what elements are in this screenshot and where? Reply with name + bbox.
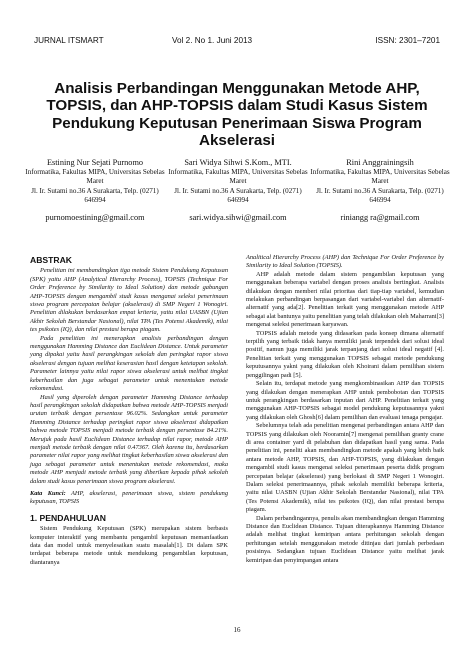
intro-body	[30, 525, 228, 567]
keywords-label: Kata Kunci:	[30, 489, 66, 497]
author-name: Rini Anggrainingsih	[346, 158, 414, 167]
abstract-heading: ABSTRAK	[30, 255, 73, 265]
author-email[interactable]: sari.widya.sihwi@gmail.com	[189, 213, 287, 223]
author-address: Jl. Ir. Sutami no.36 A Surakarta, Telp. (0271) 646994	[316, 186, 444, 204]
body-paragraph: TOPSIS adalah metode yang didasarkan pada konsep dimana alternatif terpilih yang terbaik tidak hanya memiliki jarak terpendek dari solusi ideal positif, namun juga memiliki jarak terpanjang dari solusi ideal negatif [4]. Penelitian terkait yang menggunakan TOPSIS sebagai metode pendukung keputusannya yakni yang dilakukan oleh Khoirani dalam pemilihan sistem penggilingan padi [5].	[246, 329, 444, 379]
abstract-paragraph: Pada penelitian ini menerapkan analisis perbandingan dengan menggunakan Hamming Distance dan Euclidean Distance. Untuk parameter yang dipakai yaitu hasil perangkingan sekolah dan peringkat rapor siswa akselerasi dengan tujuan melihat keserasian hasil dengan ketetapan sekolah. Parameter lainnya yaitu nilai rapor siswa akselerasi untuk melihat tingkat keberhasilan dan juga sebagai parameter untuk menentukan metode rekomendasi.	[30, 334, 228, 393]
right-column	[246, 254, 444, 565]
author-3	[310, 158, 450, 222]
author-affiliation: Informatika, Fakultas MIPA, Universitas Sebelas Maret	[25, 168, 165, 186]
left-column	[30, 254, 228, 567]
journal-header	[34, 36, 440, 50]
author-name: Sari Widya Sihwi S.Kom., MTI.	[184, 158, 292, 167]
author-affiliation: Informatika, Fakultas MIPA, Universitas Sebelas Maret	[310, 168, 450, 186]
body-paragraph: AHP adalah metode dalam sistem pengambilan keputusan yang menggunakan beberapa variabel dengan proses analisis bertingkat. Analisis dilakukan dengan memberi nilai prioritas dari tiap-tiap variabel, kemudian melakukan perbandingan berpasangan dari variabel-variabel dan alternatif-alternatif yang ada[2]. Penelitian terkait yang menggunakan metode AHP sebagai alat bantunya yaitu penelitian yang telah dilakukan oleh Maharrani[3] mengenai seleksi penerimaan karyawan.	[246, 270, 444, 329]
page-number: 16	[233, 626, 241, 634]
body-paragraph: Sebelumnya telah ada penelitian mengenai perbandingan antara AHP dan TOPSIS yang dilakukan oleh Nooramin[7] mengenai pemilihan granty crane di area container yard di pelabuhan dan didapatkan hasil yang sama. Pada penelitian ini, peneliti akan membandingkan metode apakah yang lebih baik antara metode AHP, TOPSIS, dan AHP-TOPSIS, yang dilakukan dengan mengambil studi kasus mengenai seleksi penerimaan peserta didik program percepatan belajar (akselerasi) yang berlokasi di SMP Negeri 1 Wonogiri. Dalam seleksi penerimaannya, pihak sekolah memiliki beberapa kriteria, yaitu nilai UASBN (Ujian Akhir Sekolah Berstandar Nasional), nilai TPA (Tes Potensi Akademik), nilai tes psikotes (IQ), dan nilai prestasi berupa piagam.	[246, 422, 444, 514]
author-1	[25, 158, 165, 222]
abstract-paragraph: Hasil yang diperoleh dengan parameter Hamming Distance terhadap hasil perangkingan sekolah didapatkan bahwa metode AHP-TOPSIS menjadi urutan terbaik dengan persentase 96.02%. Sedangkan untuk parameter Hamming Distance terhadap peringkat rapor siswa akselerasi didapatkan bahwa metode TOPSIS menjadi metode terbaik dengan persentase 84.21%. Merujuk pada hasil Euclidean Distance terhadap nilai rapor, metode AHP menjadi metode terbaik dengan nilai 0.47367. Oleh karena itu, berdasarkan parameter nilai rapor yang melihat tingkat keberhasilan siswa akselerasi dan juga sebagai parameter untuk menentukan metode rekomendasi, maka metode AHP menjadi metode terbaik yang diberikan kepada pihak sekolah dalam studi kasus penerimaan siswa program akselerasi.	[30, 393, 228, 485]
author-address: Jl. Ir. Sutami no.36 A Surakarta, Telp. (0271) 646994	[174, 186, 302, 204]
body-paragraph: Dalam perbandingannya, penulis akan membandingkan dengan Hamming Distance dan Euclidean Distance. Tujuan diterapkannya Hamming Distance adalah melihat tingkat kemiripan antara perhitungan sekolah dengan perhitungan setelah menggunakan metode ditinjau dari jumlah perbedaan posisinya. Sedangkan tujuan Euclidean Distance yaitu melihat jarak kemiripan dan penyimpangan antara	[246, 514, 444, 564]
author-block	[25, 158, 449, 248]
journal-volume: Vol 2. No 1. Juni 2013	[172, 36, 253, 45]
paper-title: Analisis Perbandingan Menggunakan Metode AHP, TOPSIS, dan AHP-TOPSIS dalam Studi Kasus Sistem Pendukung Keputusan Penerimaan Siswa Program Akselerasi	[46, 80, 428, 150]
body-paragraph: Selain itu, terdapat metode yang mengkombinasikan AHP dan TOPSIS yang dilakukan dengan menerapkan AHP untuk pembobotan dan TOPSIS untuk perangkingan berdasarkan inputan dari AHP. Penelitian terkait yang menggunakan AHP-TOPSIS sebagai model pendukung keputusannya yakni yang dilakukan oleh Ghosh[6] dalam pemilihan dan evaluasi tenaga pengajar.	[246, 380, 444, 421]
keywords	[30, 490, 228, 507]
keywords-text: AHP, akselerasi, penerimaan siswa, sistem pendukung keputusan, TOPSIS	[30, 489, 228, 506]
author-2	[168, 158, 308, 222]
right-lead: Analitical Hierarchy Process (AHP) dan Technique For Order Preference by Similarity to Ideal Solution (TOPSIS).	[246, 254, 444, 270]
author-name: Estining Nur Sejati Purnomo	[46, 158, 144, 167]
journal-name: JURNAL ITSMART	[34, 36, 104, 45]
intro-heading: 1. PENDAHULUAN	[30, 512, 106, 523]
author-affiliation: Informatika, Fakultas MIPA, Universitas Sebelas Maret	[168, 168, 308, 186]
author-email[interactable]: purnomoestining@gmail.com	[45, 213, 145, 223]
author-address: Jl. Ir. Sutami no.36 A Surakarta, Telp. (0271) 646994	[31, 186, 159, 204]
abstract-paragraph: Penelitian ini membandingkan tiga metode Sistem Pendukung Keputusan (SPK) yaitu AHP (Analytical Hierarchy Process), TOPSIS (Technique For Order Preference by Similarity to Ideal Solution) dan metode gabungan AHP-TOPSIS dengan mengambil studi kasus menganai seleksi penerimaan siswa program percepatan belajar (akselerasi) di SMP Negeri 1 Wonogiri. Penelitian dilakukan berdasarkan empat kriteria, yaitu nilai UASBN (Ujian Akhir Sekolah Berstandar Nasional), nilai TPA (Tes Potensi Akademik), nilai tes psikotes (IQ), dan nilai prestasi berupa piagam.	[30, 267, 228, 334]
intro-paragraph: Sistem Pendukung Keputusan (SPK) merupakan sistem berbasis komputer interaktif yang membantu pengambil keputusan memanfaatkan data dan model untuk menyelesaikan suatu masalah[1]. Di dalam SPK terdapat beberapa metode untuk mendukung pengambilan keputusan, diantaranya	[30, 525, 228, 566]
journal-issn: ISSN: 2301–7201	[375, 36, 440, 45]
author-email[interactable]: riniangg ra@gmail.com	[340, 213, 420, 223]
abstract-body	[30, 267, 228, 486]
